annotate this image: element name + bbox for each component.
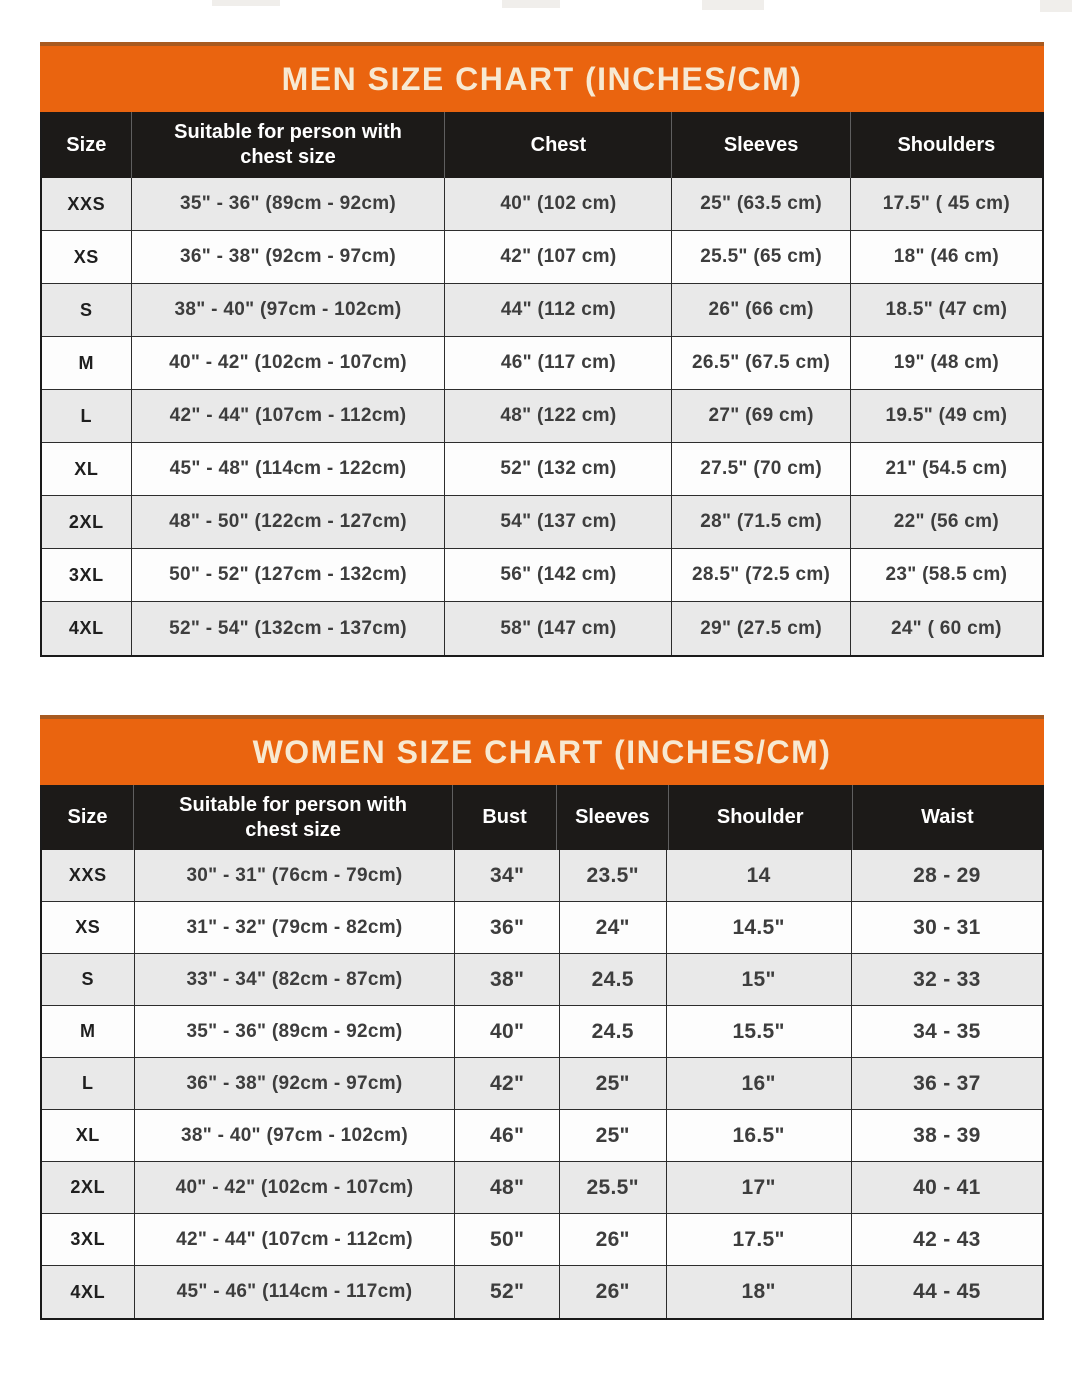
shoulder-cell: 17" — [667, 1162, 852, 1213]
men-table-header-row — [42, 112, 1042, 178]
men-column-header-sleeves: Sleeves — [672, 112, 850, 178]
suitable-cell: 48" - 50" (122cm - 127cm) — [132, 496, 446, 548]
suitable-cell: 35" - 36" (89cm - 92cm) — [132, 178, 446, 230]
waist-cell: 32 - 33 — [913, 967, 981, 991]
size-cell: XL — [42, 1110, 135, 1161]
table-row — [42, 231, 1042, 284]
table-row — [42, 602, 1042, 655]
shoulders-cell: 22" (56 cm) — [893, 511, 999, 532]
sleeves-cell: 27" (69 cm) — [672, 390, 850, 442]
chest-cell: 44" (112 cm) — [445, 284, 672, 336]
waist-cell: 42 - 43 — [913, 1227, 981, 1251]
sleeves-cell: 28" (71.5 cm) — [672, 496, 850, 548]
sleeves-cell: 24.5 — [560, 1006, 667, 1057]
sleeves-cell: 26.5" (67.5 cm) — [672, 337, 850, 389]
suitable-cell: 38" - 40" (97cm - 102cm) — [132, 284, 446, 336]
size-cell: 4XL — [42, 602, 132, 655]
cropped-text-artifact — [1040, 0, 1072, 12]
suitable-cell: 42" - 44" (107cm - 112cm) — [132, 390, 446, 442]
size-cell: XXS — [42, 850, 135, 901]
table-row — [42, 337, 1042, 390]
suitable-cell: 36" - 38" (92cm - 97cm) — [135, 1058, 456, 1109]
table-row — [42, 496, 1042, 549]
waist-cell: 28 - 29 — [913, 863, 981, 887]
suitable-cell: 40" - 42" (102cm - 107cm) — [135, 1162, 456, 1213]
women-chart-title-bar — [40, 715, 1044, 785]
size-cell: 3XL — [42, 549, 132, 601]
chest-cell: 42" (107 cm) — [445, 231, 672, 283]
chest-cell: 46" (117 cm) — [445, 337, 672, 389]
cropped-text-artifact — [702, 0, 764, 10]
size-cell: S — [42, 954, 135, 1005]
shoulder-cell: 17.5" — [667, 1214, 852, 1265]
women-size-table — [40, 785, 1044, 1320]
sleeves-cell: 25" — [560, 1058, 667, 1109]
bust-cell: 42" — [455, 1058, 560, 1109]
shoulders-cell: 18" (46 cm) — [893, 246, 999, 267]
bust-cell: 52" — [455, 1266, 560, 1318]
women-table-header-row — [42, 785, 1042, 850]
waist-cell: 38 - 39 — [913, 1123, 981, 1147]
suitable-cell: 31" - 32" (79cm - 82cm) — [135, 902, 456, 953]
waist-cell: 34 - 35 — [913, 1019, 981, 1043]
table-row — [42, 902, 1042, 954]
size-cell: XS — [42, 902, 135, 953]
suitable-cell: 45" - 48" (114cm - 122cm) — [132, 443, 446, 495]
sleeves-cell: 24.5 — [560, 954, 667, 1005]
suitable-cell: 35" - 36" (89cm - 92cm) — [135, 1006, 456, 1057]
chest-cell: 52" (132 cm) — [445, 443, 672, 495]
shoulder-cell: 16.5" — [667, 1110, 852, 1161]
size-cell: L — [42, 1058, 135, 1109]
suitable-cell: 38" - 40" (97cm - 102cm) — [135, 1110, 456, 1161]
suitable-cell: 30" - 31" (76cm - 79cm) — [135, 850, 456, 901]
shoulders-cell: 21" (54.5 cm) — [885, 458, 1008, 479]
sleeves-cell: 27.5" (70 cm) — [672, 443, 850, 495]
table-row — [42, 549, 1042, 602]
women-size-chart-section — [40, 715, 1044, 1320]
shoulder-cell: 14.5" — [667, 902, 852, 953]
sleeves-cell: 26" (66 cm) — [672, 284, 850, 336]
size-cell: S — [42, 284, 132, 336]
women-column-header-size: Size — [42, 785, 134, 850]
bust-cell: 40" — [455, 1006, 560, 1057]
women-column-header-bust: Bust — [453, 785, 557, 850]
bust-cell: 36" — [455, 902, 560, 953]
size-cell: 2XL — [42, 496, 132, 548]
sleeves-cell: 25.5" (65 cm) — [672, 231, 850, 283]
shoulders-cell: 19.5" (49 cm) — [885, 405, 1008, 426]
waist-cell: 40 - 41 — [913, 1175, 981, 1199]
men-column-header-size: Size — [42, 112, 132, 178]
table-row — [42, 443, 1042, 496]
men-size-table — [40, 112, 1044, 657]
size-cell: 4XL — [42, 1266, 135, 1318]
size-cell: L — [42, 390, 132, 442]
bust-cell: 38" — [455, 954, 560, 1005]
women-table-body — [42, 850, 1042, 1318]
shoulders-cell: 24" ( 60 cm) — [890, 617, 1002, 639]
suitable-cell: 40" - 42" (102cm - 107cm) — [132, 337, 446, 389]
waist-cell: 36 - 37 — [913, 1071, 981, 1095]
men-column-header-suitable: Suitable for person with chest size — [132, 112, 446, 178]
sleeves-cell: 23.5" — [560, 850, 667, 901]
table-row — [42, 1214, 1042, 1266]
bust-cell: 48" — [455, 1162, 560, 1213]
men-table-body — [42, 178, 1042, 655]
chest-cell: 48" (122 cm) — [445, 390, 672, 442]
shoulder-cell: 15" — [667, 954, 852, 1005]
shoulders-cell: 18.5" (47 cm) — [885, 299, 1008, 320]
table-row — [42, 178, 1042, 231]
size-cell: XS — [42, 231, 132, 283]
men-column-header-chest: Chest — [445, 112, 672, 178]
size-cell: M — [42, 337, 132, 389]
men-column-header-shoulders: Shoulders — [897, 133, 996, 156]
sleeves-cell: 25" (63.5 cm) — [672, 178, 850, 230]
table-row — [42, 1006, 1042, 1058]
sleeves-cell: 26" — [560, 1266, 667, 1318]
chest-cell: 40" (102 cm) — [445, 178, 672, 230]
chest-cell: 54" (137 cm) — [445, 496, 672, 548]
table-row — [42, 284, 1042, 337]
suitable-cell: 50" - 52" (127cm - 132cm) — [132, 549, 446, 601]
suitable-cell: 42" - 44" (107cm - 112cm) — [135, 1214, 456, 1265]
sleeves-cell: 24" — [560, 902, 667, 953]
bust-cell: 46" — [455, 1110, 560, 1161]
men-chart-title-bar — [40, 42, 1044, 112]
men-chart-title: MEN SIZE CHART (INCHES/CM) — [281, 60, 803, 97]
women-column-header-suitable: Suitable for person with chest size — [134, 785, 453, 850]
size-cell: XXS — [42, 178, 132, 230]
suitable-cell: 36" - 38" (92cm - 97cm) — [132, 231, 446, 283]
shoulders-cell: 17.5" ( 45 cm) — [882, 193, 1011, 214]
women-column-header-shoulder: Shoulder — [669, 785, 853, 850]
size-cell: 3XL — [42, 1214, 135, 1265]
table-row — [42, 1110, 1042, 1162]
sleeves-cell: 26" — [560, 1214, 667, 1265]
women-column-header-sleeves: Sleeves — [557, 785, 669, 850]
shoulder-cell: 15.5" — [667, 1006, 852, 1057]
suitable-cell: 52" - 54" (132cm - 137cm) — [132, 602, 446, 655]
waist-cell: 30 - 31 — [913, 915, 981, 939]
shoulder-cell: 18" — [667, 1266, 852, 1318]
suitable-cell: 33" - 34" (82cm - 87cm) — [135, 954, 456, 1005]
size-cell: 2XL — [42, 1162, 135, 1213]
shoulder-cell: 14 — [667, 850, 852, 901]
cropped-text-artifact — [502, 0, 560, 8]
shoulder-cell: 16" — [667, 1058, 852, 1109]
chest-cell: 58" (147 cm) — [445, 602, 672, 655]
table-row — [42, 390, 1042, 443]
chest-cell: 56" (142 cm) — [445, 549, 672, 601]
bust-cell: 50" — [455, 1214, 560, 1265]
waist-cell: 44 - 45 — [913, 1280, 981, 1303]
table-row — [42, 1162, 1042, 1214]
shoulders-cell: 19" (48 cm) — [893, 352, 999, 373]
top-edge-artifacts — [0, 0, 1080, 14]
sleeves-cell: 28.5" (72.5 cm) — [672, 549, 850, 601]
sleeves-cell: 25.5" — [560, 1162, 667, 1213]
table-row — [42, 1266, 1042, 1318]
suitable-cell: 45" - 46" (114cm - 117cm) — [135, 1266, 456, 1318]
shoulders-cell: 23" (58.5 cm) — [885, 564, 1008, 585]
women-column-header-waist: Waist — [921, 806, 974, 828]
table-row — [42, 954, 1042, 1006]
table-row — [42, 850, 1042, 902]
men-size-chart-section — [40, 42, 1044, 657]
size-cell: M — [42, 1006, 135, 1057]
sleeves-cell: 29" (27.5 cm) — [672, 602, 850, 655]
size-cell: XL — [42, 443, 132, 495]
table-row — [42, 1058, 1042, 1110]
cropped-text-artifact — [212, 0, 280, 6]
bust-cell: 34" — [455, 850, 560, 901]
women-chart-title: WOMEN SIZE CHART (INCHES/CM) — [252, 733, 832, 770]
sleeves-cell: 25" — [560, 1110, 667, 1161]
